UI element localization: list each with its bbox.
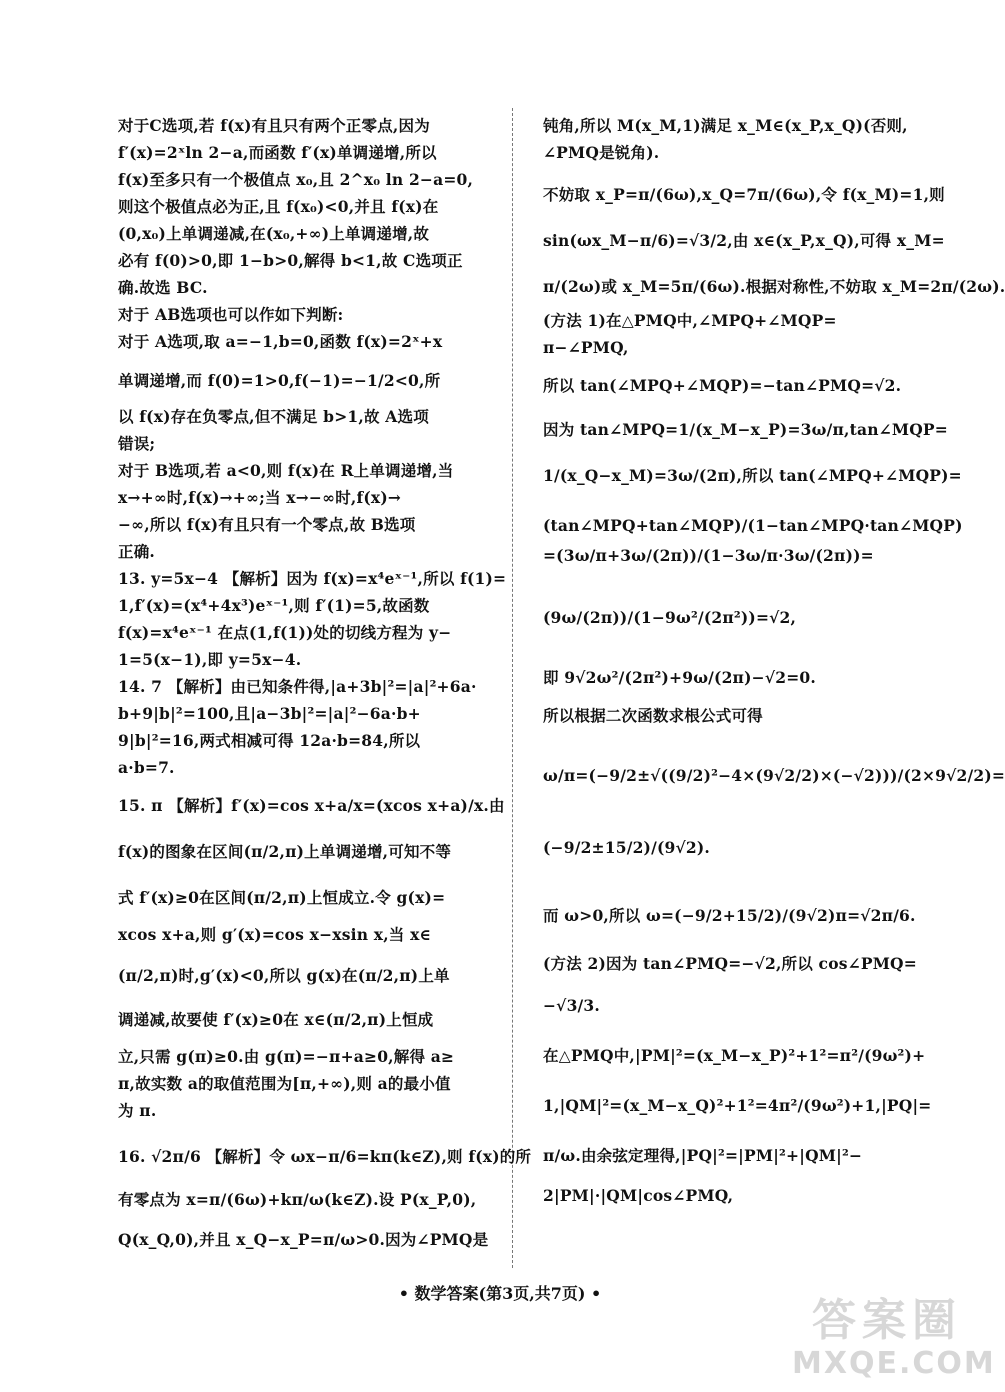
text-line: 钝角,所以 M(x_M,1)满足 x_M∈(x_P,x_Q)(否则, (543, 116, 908, 135)
text-line: (9ω/(2π))/(1−9ω²/(2π²))=√2, (543, 608, 797, 627)
text-line: 式 f′(x)≥0在区间(π/2,π)上恒成立.令 g(x)= (118, 888, 446, 907)
text-line: −√3/3. (543, 996, 601, 1015)
text-line: 1,f′(x)=(x⁴+4x³)eˣ⁻¹,则 f′(1)=5,故函数 (118, 596, 430, 615)
text-line: ω/π=(−9/2±√((9/2)²−4×(9√2/2)×(−√2)))/(2×9√2/2)= (543, 766, 1005, 785)
text-line: (π/2,π)时,g′(x)<0,所以 g(x)在(π/2,π)上单 (118, 966, 450, 985)
text-line: 单调递增,而 f(0)=1>0,f(−1)=−1/2<0,所 (118, 371, 441, 390)
text-line: sin(ωx_M−π/6)=√3/2,由 x∈(x_P,x_Q),可得 x_M= (543, 231, 945, 250)
text-line: 1,|QM|²=(x_M−x_Q)²+1²=4π²/(9ω²)+1,|PQ|= (543, 1096, 932, 1115)
watermark-logo (792, 1294, 996, 1382)
text-line: π/ω.由余弦定理得,|PQ|²=|PM|²+|QM|²− (543, 1146, 863, 1165)
text-line: (方法 2)因为 tan∠PMQ=−√2,所以 cos∠PMQ= (543, 954, 917, 973)
text-line: Q(x_Q,0),并且 x_Q−x_P=π/ω>0.因为∠PMQ是 (118, 1230, 489, 1249)
text-line: 因为 tan∠MPQ=1/(x_M−x_P)=3ω/π,tan∠MQP= (543, 420, 948, 439)
text-line: 9|b|²=16,两式相减可得 12a·b=84,所以 (118, 731, 421, 750)
text-line: 而 ω>0,所以 ω=(−9/2+15/2)/(9√2)π=√2π/6. (543, 906, 916, 925)
text-line: 调递减,故要使 f′(x)≥0在 x∈(π/2,π)上恒成 (118, 1010, 434, 1029)
text-line: f(x)至多只有一个极值点 x₀,且 2^x₀ ln 2−a=0, (118, 170, 474, 189)
text-line: 14. 7 【解析】由已知条件得,|a+3b|²=|a|²+6a· (118, 677, 477, 696)
text-line: 确.故选 BC. (118, 278, 208, 297)
text-line: =(3ω/π+3ω/(2π))/(1−3ω/π·3ω/(2π))= (543, 546, 874, 565)
text-line: 13. y=5x−4 【解析】因为 f(x)=x⁴eˣ⁻¹,所以 f(1)= (118, 569, 507, 588)
text-line: x→+∞时,f(x)→+∞;当 x→−∞时,f(x)→ (118, 488, 402, 507)
right-column (543, 112, 1005, 1206)
text-line: f(x)=x⁴eˣ⁻¹ 在点(1,f(1))处的切线方程为 y− (118, 623, 452, 642)
text-line: a·b=7. (118, 758, 175, 777)
text-line: 2|PM|·|QM|cos∠PMQ, (543, 1186, 734, 1205)
text-line: π/(2ω)或 x_M=5π/(6ω).根据对称性,不妨取 x_M=2π/(2ω). (543, 277, 1005, 296)
text-line: 即 9√2ω²/(2π²)+9ω/(2π)−√2=0. (543, 668, 816, 687)
text-line: (方法 1)在△PMQ中,∠MPQ+∠MQP= (543, 311, 837, 330)
text-line: ∠PMQ是锐角). (543, 143, 660, 162)
text-line: f(x)的图象在区间(π/2,π)上单调递增,可知不等 (118, 842, 452, 861)
text-line: f′(x)=2ˣln 2−a,而函数 f′(x)单调递增,所以 (118, 143, 437, 162)
text-line: −∞,所以 f(x)有且只有一个零点,故 B选项 (118, 515, 416, 534)
text-line: 15. π 【解析】f′(x)=cos x+a/x=(xcos x+a)/x.由 (118, 796, 505, 815)
text-line: 16. √2π/6 【解析】令 ωx−π/6=kπ(k∈Z),则 f(x)的所 (118, 1147, 532, 1166)
text-line: 对于 B选项,若 a<0,则 f(x)在 R上单调递增,当 (118, 461, 454, 480)
text-line: 对于C选项,若 f(x)有且只有两个正零点,因为 (118, 116, 430, 135)
text-line: 错误; (118, 434, 156, 453)
text-line: 在△PMQ中,|PM|²=(x_M−x_P)²+1²=π²/(9ω²)+ (543, 1046, 926, 1065)
text-line: 以 f(x)存在负零点,但不满足 b>1,故 A选项 (118, 407, 429, 426)
text-line: 对于 AB选项也可以作如下判断: (118, 305, 344, 324)
watermark-text: 答案圈 (812, 1295, 962, 1346)
text-line: 有零点为 x=π/(6ω)+kπ/ω(k∈Z).设 P(x_P,0), (118, 1190, 477, 1209)
text-line: 则这个极值点必为正,且 f(x₀)<0,并且 f(x)在 (118, 197, 439, 216)
column-divider (512, 108, 513, 1268)
text-line: (−9/2±15/2)/(9√2). (543, 838, 710, 857)
text-line: 为 π. (118, 1101, 157, 1120)
watermark-url: MXQE.COM (792, 1346, 996, 1381)
text-line: 所以根据二次函数求根公式可得 (543, 706, 763, 725)
text-line: b+9|b|²=100,且|a−3b|²=|a|²−6a·b+ (118, 704, 421, 723)
text-line: π−∠PMQ, (543, 338, 629, 357)
text-line: xcos x+a,则 g′(x)=cos x−xsin x,当 x∈ (118, 925, 432, 944)
text-line: 所以 tan(∠MPQ+∠MQP)=−tan∠PMQ=√2. (543, 376, 902, 395)
text-line: 不妨取 x_P=π/(6ω),x_Q=7π/(6ω),令 f(x_M)=1,则 (543, 185, 945, 204)
text-line: π,故实数 a的取值范围为[π,+∞),则 a的最小值 (118, 1074, 451, 1093)
text-line: 立,只需 g(π)≥0.由 g(π)=−π+a≥0,解得 a≥ (118, 1047, 455, 1066)
text-line: 1/(x_Q−x_M)=3ω/(2π),所以 tan(∠MPQ+∠MQP)= (543, 466, 962, 485)
left-column (118, 112, 532, 1250)
text-line: (tan∠MPQ+tan∠MQP)/(1−tan∠MPQ·tan∠MQP) (543, 516, 963, 535)
text-line: 必有 f(0)>0,即 1−b>0,解得 b<1,故 C选项正 (118, 251, 463, 270)
text-line: 1=5(x−1),即 y=5x−4. (118, 650, 302, 669)
text-line: 正确. (118, 542, 155, 561)
text-line: 对于 A选项,取 a=−1,b=0,函数 f(x)=2ˣ+x (118, 332, 443, 351)
page-footer: • 数学答案(第3页,共7页) • (398, 1284, 602, 1303)
text-line: (0,x₀)上单调递减,在(x₀,+∞)上单调递增,故 (118, 224, 430, 243)
